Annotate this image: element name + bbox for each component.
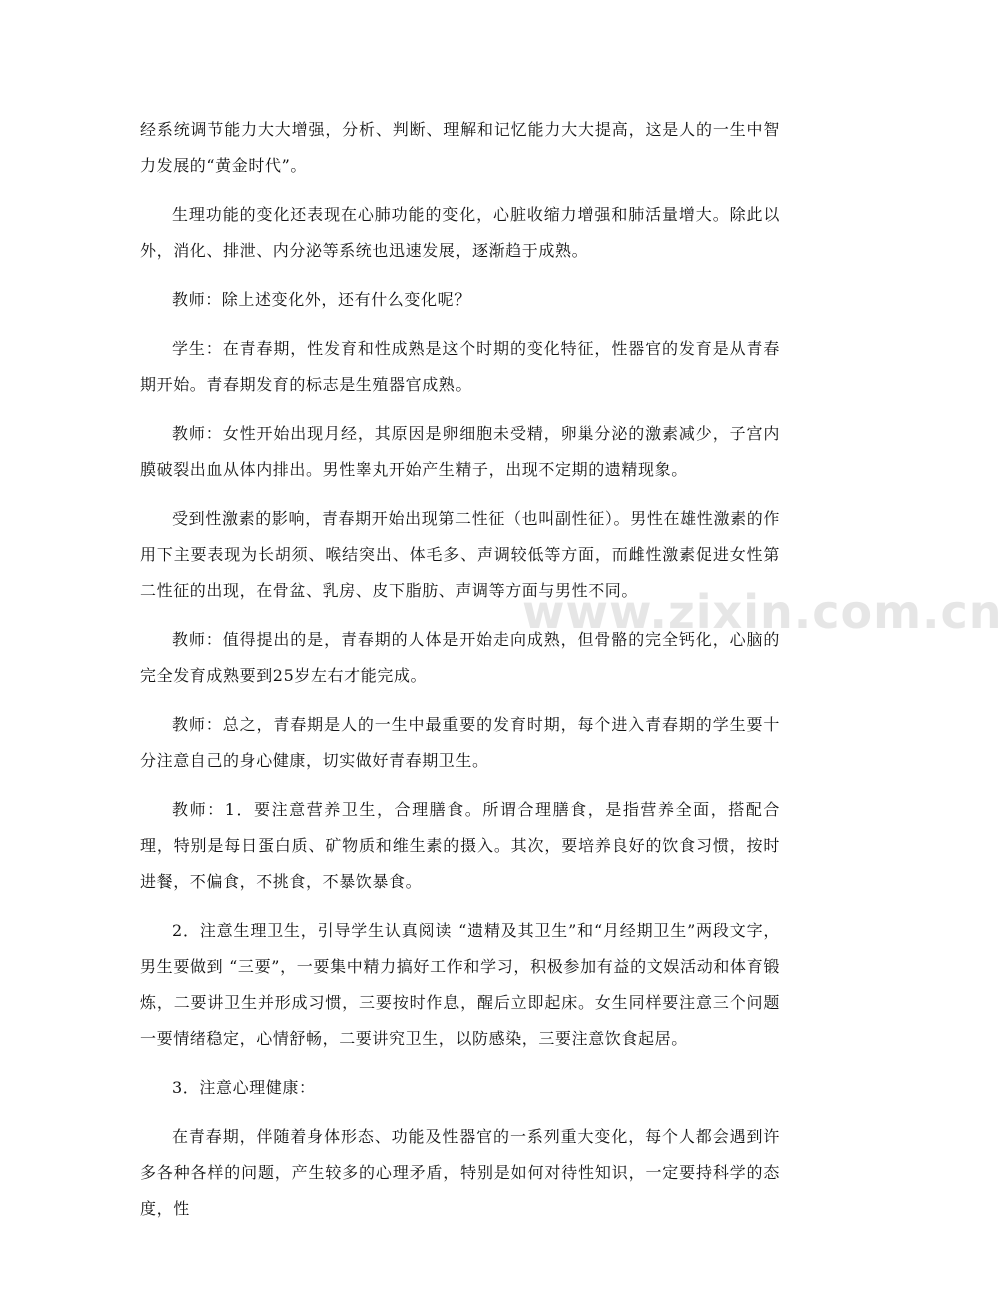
paragraph: 2．注意生理卫生，引导学生认真阅读 “遗精及其卫生”和“月经期卫生”两段文字，男生要做到 “三要”，一要集中精力搞好工作和学习，积极参加有益的文娱活动和体育锻炼，二要讲卫生并形成习惯，三要按时作息，醒后立即起床。女生同样要注意三个问题 一要情绪稳定，心情舒畅，二要讲究卫生，以防感染，三要注意饮食起居。 — [140, 921, 780, 1048]
paragraph: 在青春期，伴随着身体形态、功能及性器官的一系列重大变化，每个人都会遇到许多各种各样的问题，产生较多的心理矛盾，特别是如何对待性知识，一定要持科学的态度，性 — [140, 1127, 780, 1218]
paragraph: 教师：女性开始出现月经，其原因是卵细胞未受精，卵巢分泌的激素减少，子宫内膜破裂出血从体内排出。男性睾丸开始产生精子，出现不定期的遗精现象。 — [140, 424, 780, 479]
paragraph: 生理功能的变化还表现在心肺功能的变化，心脏收缩力增强和肺活量增大。除此以外，消化、排泄、内分泌等系统也迅速发展，逐渐趋于成熟。 — [140, 205, 780, 260]
paragraph: 学生：在青春期，性发育和性成熟是这个时期的变化特征，性器官的发育是从青春期开始。青春期发育的标志是生殖器官成熟。 — [140, 339, 780, 394]
paragraph: 3．注意心理健康： — [172, 1078, 316, 1097]
paragraph: 教师：除上述变化外，还有什么变化呢？ — [172, 290, 471, 309]
watermark: www.zixin.com.cn — [522, 585, 1003, 639]
paragraph: 教师：值得提出的是，青春期的人体是开始走向成熟，但骨骼的完全钙化，心脑的完全发育成熟要到25岁左右才能完成。 — [140, 630, 780, 685]
paragraph: 教师：总之，青春期是人的一生中最重要的发育时期，每个进入青春期的学生要十分注意自己的身心健康，切实做好青春期卫生。 — [140, 715, 780, 770]
paragraph: 受到性激素的影响，青春期开始出现第二性征（也叫副性征）。男性在雄性激素的作用下主要表现为长胡须、喉结突出、体毛多、声调较低等方面，而雌性激素促进女性第二性征的出现，在骨盆、乳房、皮下脂肪、声调等方面与男性不同。 — [140, 509, 780, 600]
document-body — [140, 112, 780, 1240]
paragraph: 教师：1．要注意营养卫生，合理膳食。所谓合理膳食，是指营养全面，搭配合理，特别是每日蛋白质、矿物质和维生素的摄入。其次，要培养良好的饮食习惯，按时进餐，不偏食，不挑食，不暴饮暴食。 — [140, 800, 780, 891]
paragraph: 经系统调节能力大大增强，分析、判断、理解和记忆能力大大提高，这是人的一生中智力发展的“黄金时代”。 — [140, 120, 780, 175]
